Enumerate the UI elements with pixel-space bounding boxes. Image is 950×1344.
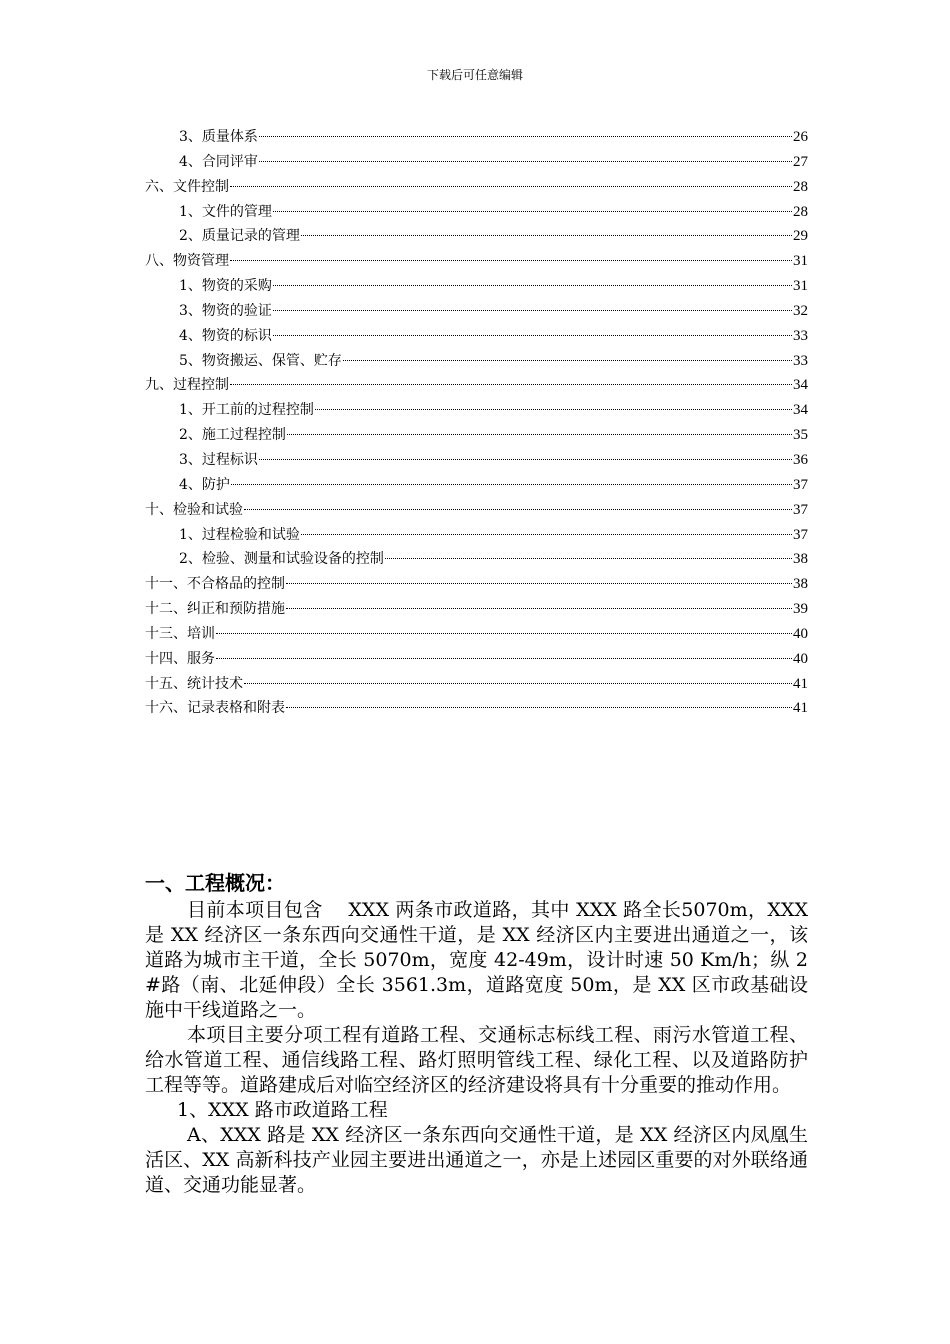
toc-page-number: 41: [793, 700, 808, 717]
toc-entry[interactable]: [145, 647, 808, 672]
toc-dot-leader: [216, 633, 792, 634]
section-title: 一、工程概况：: [145, 871, 285, 895]
toc-entry[interactable]: [145, 299, 808, 324]
toc-dot-leader: [259, 459, 792, 460]
toc-entry-title: 十三、培训: [145, 625, 215, 642]
toc-dot-leader: [287, 434, 792, 435]
toc-entry-title: 十五、统计技术: [145, 675, 243, 692]
toc-entry-title: 4、物资的标识: [179, 327, 272, 344]
toc-dot-leader: [273, 335, 792, 336]
toc-entry-title: 1、物资的采购: [179, 278, 272, 295]
toc-entry[interactable]: [145, 423, 808, 448]
toc-page-number: 31: [793, 278, 808, 295]
toc-dot-leader: [244, 683, 792, 684]
toc-page-number: 40: [793, 650, 808, 667]
toc-dot-leader: [286, 608, 792, 609]
toc-dot-leader: [301, 235, 792, 236]
toc-dot-leader: [286, 707, 792, 708]
toc-entry[interactable]: [145, 448, 808, 473]
toc-dot-leader: [231, 484, 792, 485]
toc-page-number: 37: [793, 501, 808, 518]
toc-page-number: 26: [793, 129, 808, 145]
toc-entry-title: 十六、记录表格和附表: [145, 700, 285, 717]
table-of-contents: [145, 125, 808, 721]
toc-entry[interactable]: [145, 672, 808, 697]
toc-entry-title: 十二、纠正和预防措施: [145, 601, 285, 618]
paragraph-2: 本项目主要分项工程有道路工程、交通标志标线工程、雨污水管道工程、给水管道工程、通信线路工程、路灯照明管线工程、绿化工程、以及道路防护工程等等。道路建成后对临空经济区的经济建设将具有十分重要的推动作用。: [145, 1024, 808, 1096]
toc-entry[interactable]: [145, 473, 808, 498]
toc-entry[interactable]: [145, 150, 808, 175]
toc-entry-title: 2、质量记录的管理: [179, 228, 300, 245]
toc-dot-leader: [273, 310, 792, 311]
toc-page-number: 34: [793, 402, 808, 419]
toc-entry-title: 1、开工前的过程控制: [179, 402, 314, 419]
toc-page-number: 28: [793, 203, 808, 220]
toc-entry-title: 1、过程检验和试验: [179, 526, 300, 543]
toc-entry-title: 5、物资搬运、保管、贮存: [179, 352, 342, 369]
toc-dot-leader: [273, 211, 792, 212]
toc-entry[interactable]: [145, 572, 808, 597]
project-overview-section: [145, 868, 808, 1198]
subsection-heading: 1、XXX 路市政道路工程: [177, 1099, 388, 1121]
toc-entry-title: 2、检验、测量和试验设备的控制: [179, 551, 384, 568]
toc-dot-leader: [259, 136, 792, 137]
toc-entry[interactable]: [145, 200, 808, 225]
toc-dot-leader: [244, 509, 792, 510]
toc-entry-title: 十、检验和试验: [145, 501, 243, 518]
page-header: 下载后可任意编辑: [426, 68, 523, 82]
toc-entry[interactable]: [145, 324, 808, 349]
toc-dot-leader: [315, 409, 792, 410]
toc-entry[interactable]: [145, 125, 808, 150]
toc-entry[interactable]: [145, 597, 808, 622]
toc-entry-title: 十一、不合格品的控制: [145, 576, 285, 593]
toc-page-number: 33: [793, 327, 808, 344]
toc-dot-leader: [216, 658, 792, 659]
toc-entry-title: 2、施工过程控制: [179, 427, 286, 444]
toc-entry[interactable]: [145, 224, 808, 249]
toc-page-number: 37: [793, 526, 808, 543]
toc-entry-title: 4、合同评审: [179, 153, 258, 170]
toc-entry[interactable]: [145, 696, 808, 721]
toc-dot-leader: [385, 558, 792, 559]
toc-entry[interactable]: [145, 373, 808, 398]
toc-page-number: 37: [793, 476, 808, 493]
toc-page-number: 28: [793, 178, 808, 195]
toc-entry-title: 九、过程控制: [145, 377, 229, 394]
toc-page-number: 33: [793, 352, 808, 369]
toc-page-number: 39: [793, 601, 808, 618]
toc-entry[interactable]: [145, 398, 808, 423]
toc-entry-title: 3、物资的验证: [179, 302, 272, 319]
toc-dot-leader: [273, 285, 792, 286]
toc-page-number: 27: [793, 153, 808, 170]
toc-entry[interactable]: [145, 274, 808, 299]
toc-dot-leader: [230, 384, 792, 385]
toc-entry[interactable]: [145, 349, 808, 374]
toc-dot-leader: [286, 583, 792, 584]
toc-entry[interactable]: [145, 249, 808, 274]
toc-page-number: 31: [793, 253, 808, 270]
toc-page-number: 38: [793, 576, 808, 593]
paragraph-3: A、XXX 路是 XX 经济区一条东西向交通性干道，是 XX 经济区内凤凰生活区、XX 高新科技产业园主要进出通道之一，亦是上述园区重要的对外联络通道、交通功能显著。: [145, 1124, 808, 1196]
toc-page-number: 35: [793, 427, 808, 444]
toc-page-number: 41: [793, 675, 808, 692]
toc-page-number: 40: [793, 625, 808, 642]
toc-entry-title: 八、物资管理: [145, 253, 229, 270]
toc-page-number: 38: [793, 551, 808, 568]
toc-page-number: 34: [793, 377, 808, 394]
toc-dot-leader: [343, 360, 792, 361]
paragraph-1: 目前本项目包含 XXX 两条市政道路，其中 XXX 路全长5070m，XXX 是 XX 经济区一条东西向交通性干道，是 XX 经济区内主要进出通道之一，该道路为城市主干道，全长 5070m，宽度 42-49m，设计时速 50 Km/h；纵 2#路（南、北延伸段）全长 3561.3m，道路宽度 50m，是 XX 区市政基础设施中干线道路之一。: [145, 899, 808, 1021]
toc-entry-title: 六、文件控制: [145, 178, 229, 195]
toc-dot-leader: [230, 260, 792, 261]
toc-entry-title: 4、防护: [179, 476, 230, 493]
toc-dot-leader: [301, 534, 792, 535]
toc-entry[interactable]: [145, 498, 808, 523]
toc-page-number: 32: [793, 302, 808, 319]
toc-dot-leader: [259, 161, 792, 162]
toc-entry[interactable]: [145, 175, 808, 200]
toc-entry-title: 3、过程标识: [179, 451, 258, 468]
toc-entry[interactable]: [145, 523, 808, 548]
toc-entry-title: 3、质量体系: [179, 129, 258, 145]
toc-dot-leader: [230, 186, 792, 187]
toc-entry-title: 1、文件的管理: [179, 203, 272, 220]
toc-page-number: 36: [793, 451, 808, 468]
toc-entry[interactable]: [145, 622, 808, 647]
toc-page-number: 29: [793, 228, 808, 245]
toc-entry[interactable]: [145, 547, 808, 572]
toc-entry-title: 十四、服务: [145, 650, 215, 667]
